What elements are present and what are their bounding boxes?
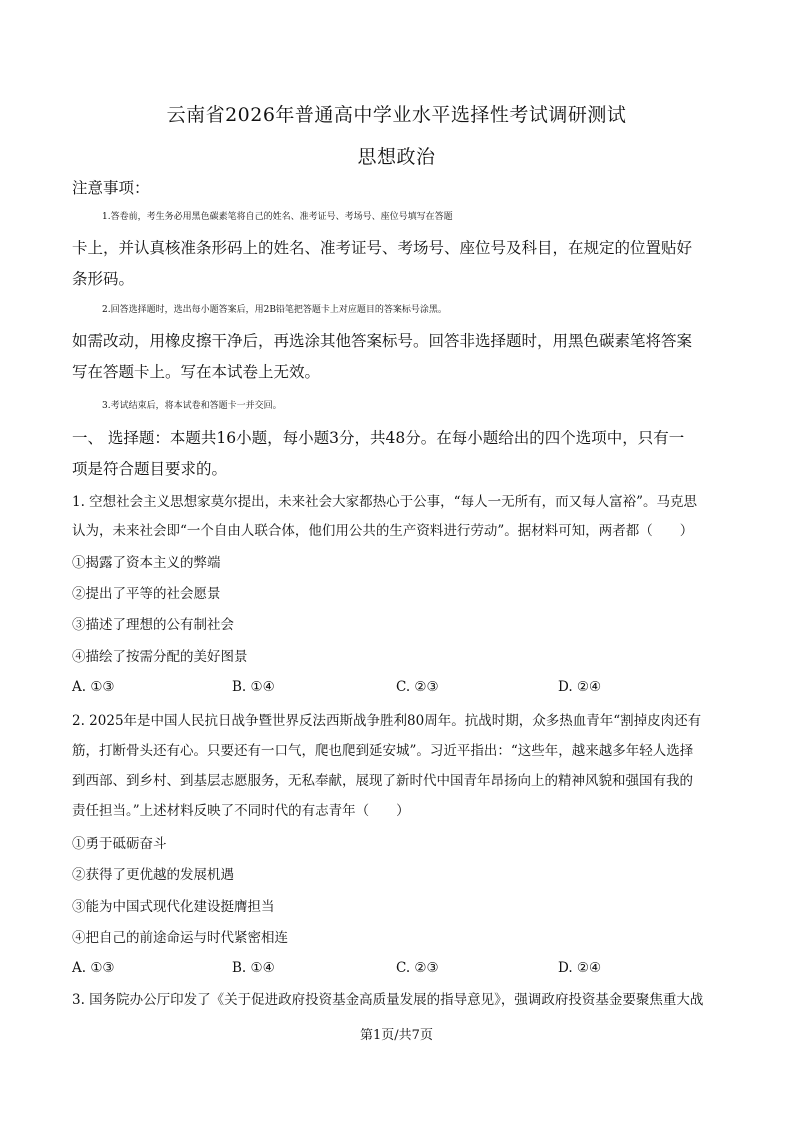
question-2-item: ④把自己的前途命运与时代紧密相连: [72, 930, 288, 946]
question-2-stem: 筋，打断骨头还有心。只要还有一口气，爬也爬到延安城”。习近平指出：“这些年，越来越多年轻人选择: [72, 743, 694, 759]
option-a[interactable]: A. ①③: [72, 960, 115, 976]
question-2-stem: 责任担当。”上述材料反映了不同时代的有志青年（ ）: [72, 803, 410, 819]
page-number: 第1页/共7页: [360, 1028, 433, 1043]
question-2-item: ①勇于砥砺奋斗: [72, 836, 167, 852]
question-1-item: ②提出了平等的社会愿景: [72, 586, 221, 602]
exam-title: 云南省2026年普通高中学业水平选择性考试调研测试: [166, 104, 627, 126]
notes-line: 3.考试结束后，将本试卷和答题卡一并交回。: [102, 401, 282, 411]
question-2-stem: 2. 2025年是中国人民抗日战争暨世界反法西斯战争胜利80周年。抗战时期，众多热血青年“割掉皮肉还有: [72, 713, 702, 729]
notes-line: 写在答题卡上。写在本试卷上无效。: [72, 363, 321, 381]
question-1-item: ④描绘了按需分配的美好图景: [72, 649, 248, 665]
section-heading-cont: 项是符合题目要求的。: [72, 460, 228, 478]
exam-subject: 思想政治: [357, 146, 436, 168]
notes-line: 2.回答选择题时，选出每小题答案后，用2B铅笔把答题卡上对应题目的答案标号涂黑。: [102, 305, 447, 315]
notes-line: 如需改动，用橡皮擦干净后，再选涂其他答案标号。回答非选择题时，用黑色碳素笔将答案: [72, 332, 693, 350]
question-1-stem: 1. 空想社会主义思想家莫尔提出，未来社会大家都热心于公事，“每人一无所有，而又每人富裕”。马克思: [72, 494, 697, 510]
option-c[interactable]: C. ②③: [396, 960, 439, 976]
notes-line: 条形码。: [72, 270, 135, 288]
option-c[interactable]: C. ②③: [396, 679, 439, 695]
option-b[interactable]: B. ①④: [232, 960, 275, 976]
notes-heading: 注意事项：: [72, 179, 150, 197]
option-d[interactable]: D. ②④: [558, 679, 602, 695]
section-heading: 一、 选择题：本题共16小题，每小题3分，共48分。在每小题给出的四个选项中，只有一: [72, 429, 685, 447]
notes-line: 1.答卷前，考生务必用黑色碳素笔将自己的姓名、准考证号、考场号、座位号填写在答题: [102, 212, 453, 222]
question-1-item: ③描述了理想的公有制社会: [72, 617, 234, 633]
question-2-item: ③能为中国式现代化建设挺膺担当: [72, 899, 275, 915]
notes-line: 卡上，并认真核准条形码上的姓名、准考证号、考场号、座位号及科目，在规定的位置贴好: [72, 239, 693, 257]
option-b[interactable]: B. ①④: [232, 679, 275, 695]
question-1-item: ①揭露了资本主义的弊端: [72, 555, 221, 571]
question-3-stem: 3. 国务院办公厅印发了《关于促进政府投资基金高质量发展的指导意见》，强调政府投资基金要聚焦重大战: [72, 992, 704, 1008]
option-d[interactable]: D. ②④: [558, 960, 602, 976]
question-2-item: ②获得了更优越的发展机遇: [72, 867, 234, 883]
question-2-stem: 到西部、到乡村、到基层志愿服务，无私奉献，展现了新时代中国青年昂扬向上的精神风貌和强国有我的: [72, 773, 693, 789]
question-1-stem: 认为，未来社会即“一个自由人联合体，他们用公共的生产资料进行劳动”。据材料可知，两者都（ ）: [72, 523, 694, 539]
option-a[interactable]: A. ①③: [72, 679, 115, 695]
